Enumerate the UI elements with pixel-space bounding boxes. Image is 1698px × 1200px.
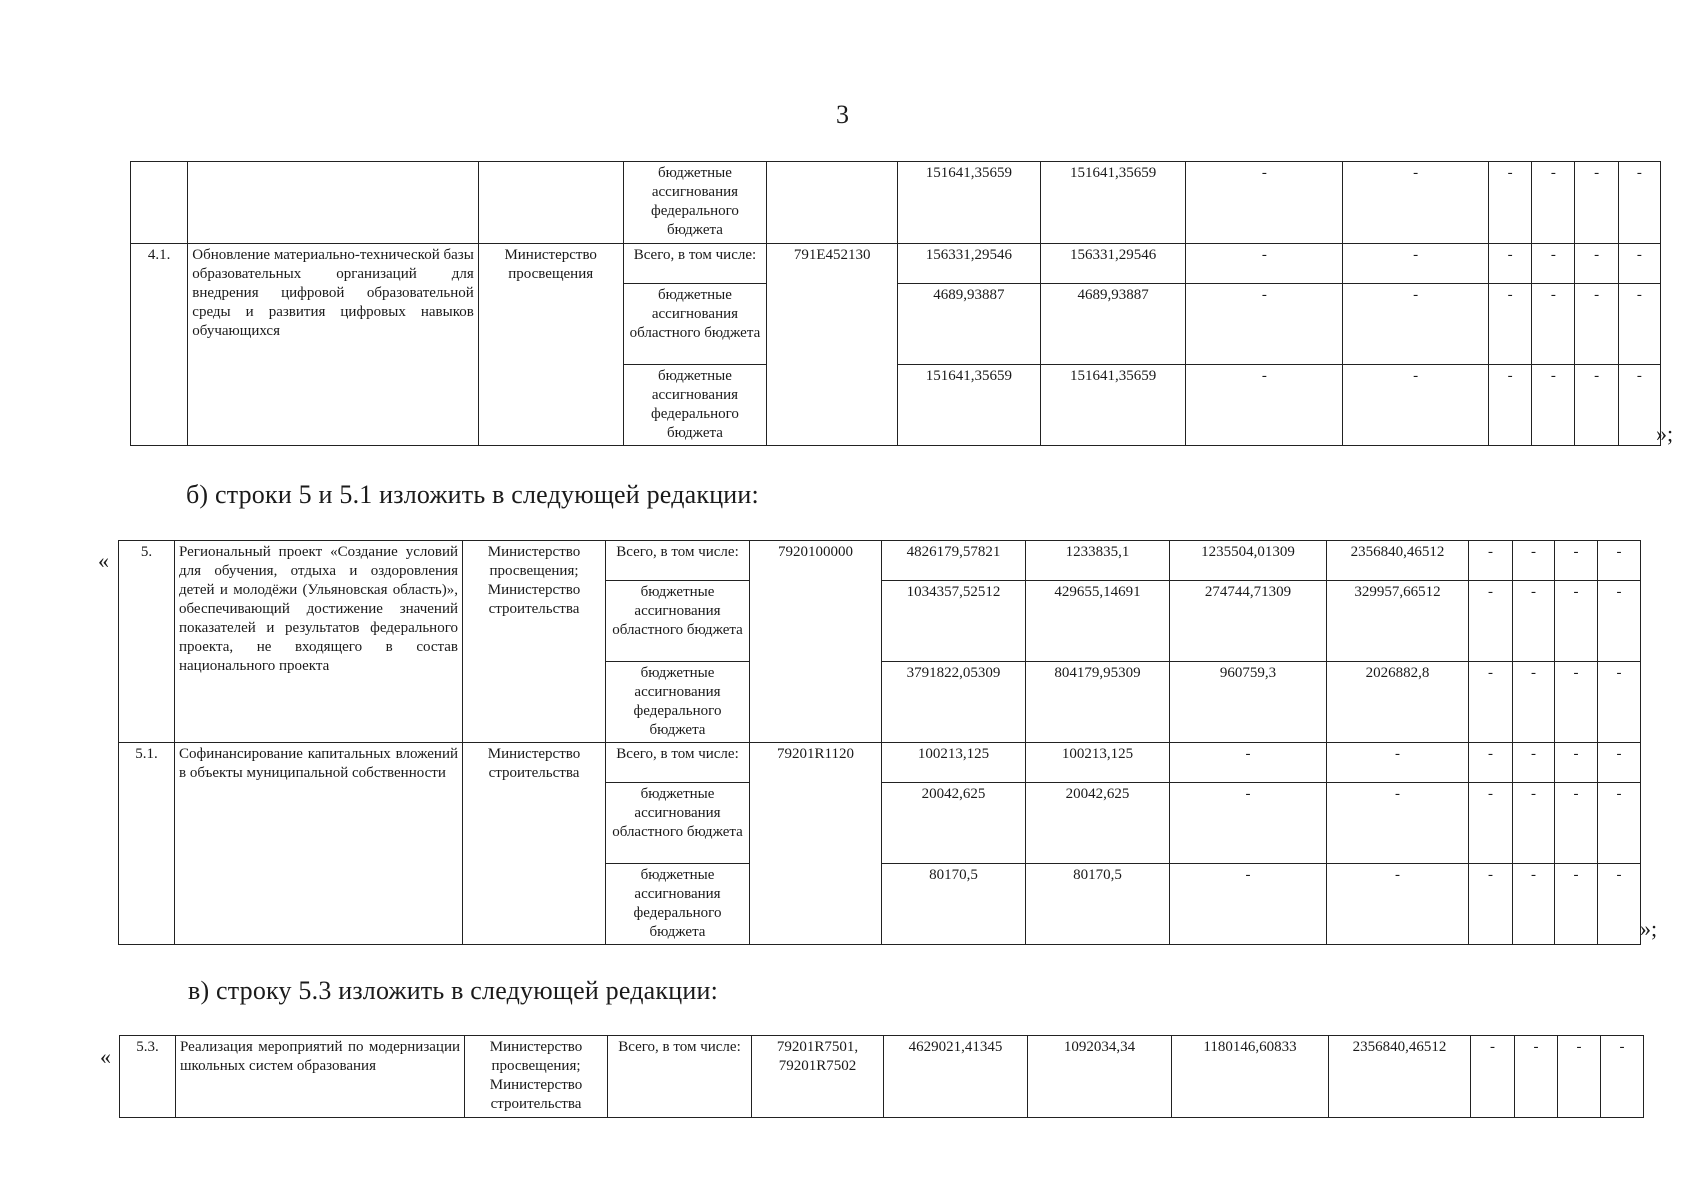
amount-col: - (1489, 162, 1532, 244)
amount-col: - (1532, 284, 1575, 365)
amount-year3: 2356840,46512 (1327, 541, 1469, 581)
amount-col: - (1598, 864, 1641, 945)
amount-col: - (1598, 783, 1641, 864)
amount-col: - (1513, 541, 1555, 581)
amount-total: 4826179,57821 (882, 541, 1026, 581)
funding-kind: Всего, в том числе: (606, 541, 750, 581)
amount-col: - (1575, 162, 1618, 244)
amount-col: - (1555, 541, 1598, 581)
opening-quote: « (98, 548, 109, 573)
amount-year3: - (1343, 244, 1489, 284)
table-row (119, 743, 1641, 783)
amount-col: - (1555, 783, 1598, 864)
amount-col: - (1555, 581, 1598, 662)
table-rows-5 (118, 540, 1641, 945)
amount-year1: 20042,625 (1026, 783, 1170, 864)
funding-kind: бюджетные ассигнования федерального бюджета (606, 864, 750, 945)
opening-quote: « (100, 1044, 111, 1069)
amount-year1: 80170,5 (1026, 864, 1170, 945)
table-row-5-3 (119, 1035, 1644, 1118)
amount-total: 4629021,41345 (884, 1036, 1028, 1118)
amount-col: - (1532, 365, 1575, 446)
amount-col: - (1489, 284, 1532, 365)
closing-quote: »; (1656, 421, 1674, 446)
amount-year3: 329957,66512 (1327, 581, 1469, 662)
amount-col: - (1469, 864, 1513, 945)
amount-col: - (1513, 743, 1555, 783)
amount-col: - (1469, 783, 1513, 864)
amount-col: - (1532, 162, 1575, 244)
table-row (131, 162, 1661, 244)
amount-total: 80170,5 (882, 864, 1026, 945)
amount-col: - (1469, 743, 1513, 783)
row-number: 4.1. (131, 244, 188, 446)
amount-col: - (1575, 244, 1618, 284)
row-name: Обновление материально-технической базы образовательных организаций для внедрения цифровой образовательной среды и развития цифровых навыков обучающихся (188, 244, 479, 446)
row-number: 5.3. (120, 1036, 176, 1118)
amount-year1: 100213,125 (1026, 743, 1170, 783)
amount-col: - (1598, 541, 1641, 581)
amount-col: - (1513, 662, 1555, 743)
amount-year2: - (1186, 244, 1343, 284)
amount-year2: 1235504,01309 (1170, 541, 1327, 581)
amount-col: - (1598, 743, 1641, 783)
amount-col: - (1558, 1036, 1601, 1118)
amount-col: - (1489, 365, 1532, 446)
amount-year2: - (1170, 864, 1327, 945)
table-row (119, 541, 1641, 581)
amount-col: - (1489, 244, 1532, 284)
budget-code: 7920100000 (750, 541, 882, 743)
amount-year3: - (1343, 284, 1489, 365)
row-number: 5.1. (119, 743, 175, 945)
amount-year2: 960759,3 (1170, 662, 1327, 743)
amount-col: - (1618, 244, 1660, 284)
closing-quote: »; (1640, 916, 1658, 941)
amount-total: 20042,625 (882, 783, 1026, 864)
amount-col: - (1471, 1036, 1515, 1118)
amount-year1: 804179,95309 (1026, 662, 1170, 743)
amount-year3: 2356840,46512 (1329, 1036, 1471, 1118)
amount-year3: - (1327, 743, 1469, 783)
amount-year1: 156331,29546 (1040, 244, 1186, 284)
row-number: 5. (119, 541, 175, 743)
amount-col: - (1601, 1036, 1644, 1118)
amount-year3: - (1343, 162, 1489, 244)
row-name: Реализация мероприятий по модернизации школьных систем образования (176, 1036, 465, 1118)
amount-total: 151641,35659 (897, 162, 1040, 244)
row-executor: Министерство просвещения (478, 244, 623, 446)
amount-year3: - (1327, 864, 1469, 945)
row-name: Региональный проект «Создание условий для обучения, отдыха и оздоровления детей и молодёжи (Ульяновская область)», обеспечивающий достижение значений показателей и результатов федерального проекта, не входящего в состав национального проекта (175, 541, 463, 743)
funding-kind: Всего, в том числе: (623, 244, 767, 284)
funding-kind: Всего, в том числе: (608, 1036, 752, 1118)
amount-col: - (1598, 662, 1641, 743)
row-executor: Министерство просвещения; Министерство строительства (463, 541, 606, 743)
amount-col: - (1555, 864, 1598, 945)
amount-total: 151641,35659 (897, 365, 1040, 446)
amount-col: - (1515, 1036, 1558, 1118)
funding-kind: бюджетные ассигнования областного бюджета (623, 284, 767, 365)
amount-year2: - (1170, 783, 1327, 864)
funding-kind: бюджетные ассигнования федерального бюджета (623, 365, 767, 446)
amount-year1: 1233835,1 (1026, 541, 1170, 581)
amount-total: 4689,93887 (897, 284, 1040, 365)
amount-total: 156331,29546 (897, 244, 1040, 284)
table-rows-4 (130, 161, 1661, 446)
funding-kind: бюджетные ассигнования федерального бюджета (606, 662, 750, 743)
amount-year1: 429655,14691 (1026, 581, 1170, 662)
amount-col: - (1575, 365, 1618, 446)
funding-kind: Всего, в том числе: (606, 743, 750, 783)
table-row (120, 1036, 1644, 1118)
section-heading-b: б) строки 5 и 5.1 изложить в следующей редакции: (186, 480, 759, 509)
amount-col: - (1598, 581, 1641, 662)
row-executor: Министерство строительства (463, 743, 606, 945)
page-number: 3 (836, 100, 849, 129)
amount-year2: 274744,71309 (1170, 581, 1327, 662)
funding-kind: бюджетные ассигнования областного бюджета (606, 581, 750, 662)
amount-year3: 2026882,8 (1327, 662, 1469, 743)
amount-total: 100213,125 (882, 743, 1026, 783)
amount-col: - (1575, 284, 1618, 365)
funding-kind: бюджетные ассигнования федерального бюджета (623, 162, 767, 244)
amount-col: - (1618, 365, 1660, 446)
section-heading-c: в) строку 5.3 изложить в следующей редакции: (188, 976, 719, 1005)
amount-col: - (1618, 284, 1660, 365)
amount-year1: 1092034,34 (1028, 1036, 1172, 1118)
amount-year1: 4689,93887 (1040, 284, 1186, 365)
amount-col: - (1469, 662, 1513, 743)
amount-col: - (1469, 581, 1513, 662)
amount-year3: - (1327, 783, 1469, 864)
budget-code: 79201R1120 (750, 743, 882, 945)
amount-year1: 151641,35659 (1040, 365, 1186, 446)
row-executor: Министерство просвещения; Министерство строительства (465, 1036, 608, 1118)
amount-col: - (1513, 864, 1555, 945)
amount-year2: - (1170, 743, 1327, 783)
row-name: Софинансирование капитальных вложений в объекты муниципальной собственности (175, 743, 463, 945)
amount-col: - (1513, 581, 1555, 662)
amount-col: - (1618, 162, 1660, 244)
amount-year1: 151641,35659 (1040, 162, 1186, 244)
amount-col: - (1555, 662, 1598, 743)
amount-col: - (1532, 244, 1575, 284)
amount-year3: - (1343, 365, 1489, 446)
budget-code: 79201R7501, 79201R7502 (752, 1036, 884, 1118)
amount-year2: 1180146,60833 (1172, 1036, 1329, 1118)
amount-year2: - (1186, 162, 1343, 244)
table-row (131, 244, 1661, 284)
amount-col: - (1469, 541, 1513, 581)
amount-year2: - (1186, 284, 1343, 365)
budget-code: 791E452130 (767, 244, 898, 446)
amount-year2: - (1186, 365, 1343, 446)
amount-col: - (1555, 743, 1598, 783)
funding-kind: бюджетные ассигнования областного бюджета (606, 783, 750, 864)
amount-total: 3791822,05309 (882, 662, 1026, 743)
amount-col: - (1513, 783, 1555, 864)
amount-total: 1034357,52512 (882, 581, 1026, 662)
